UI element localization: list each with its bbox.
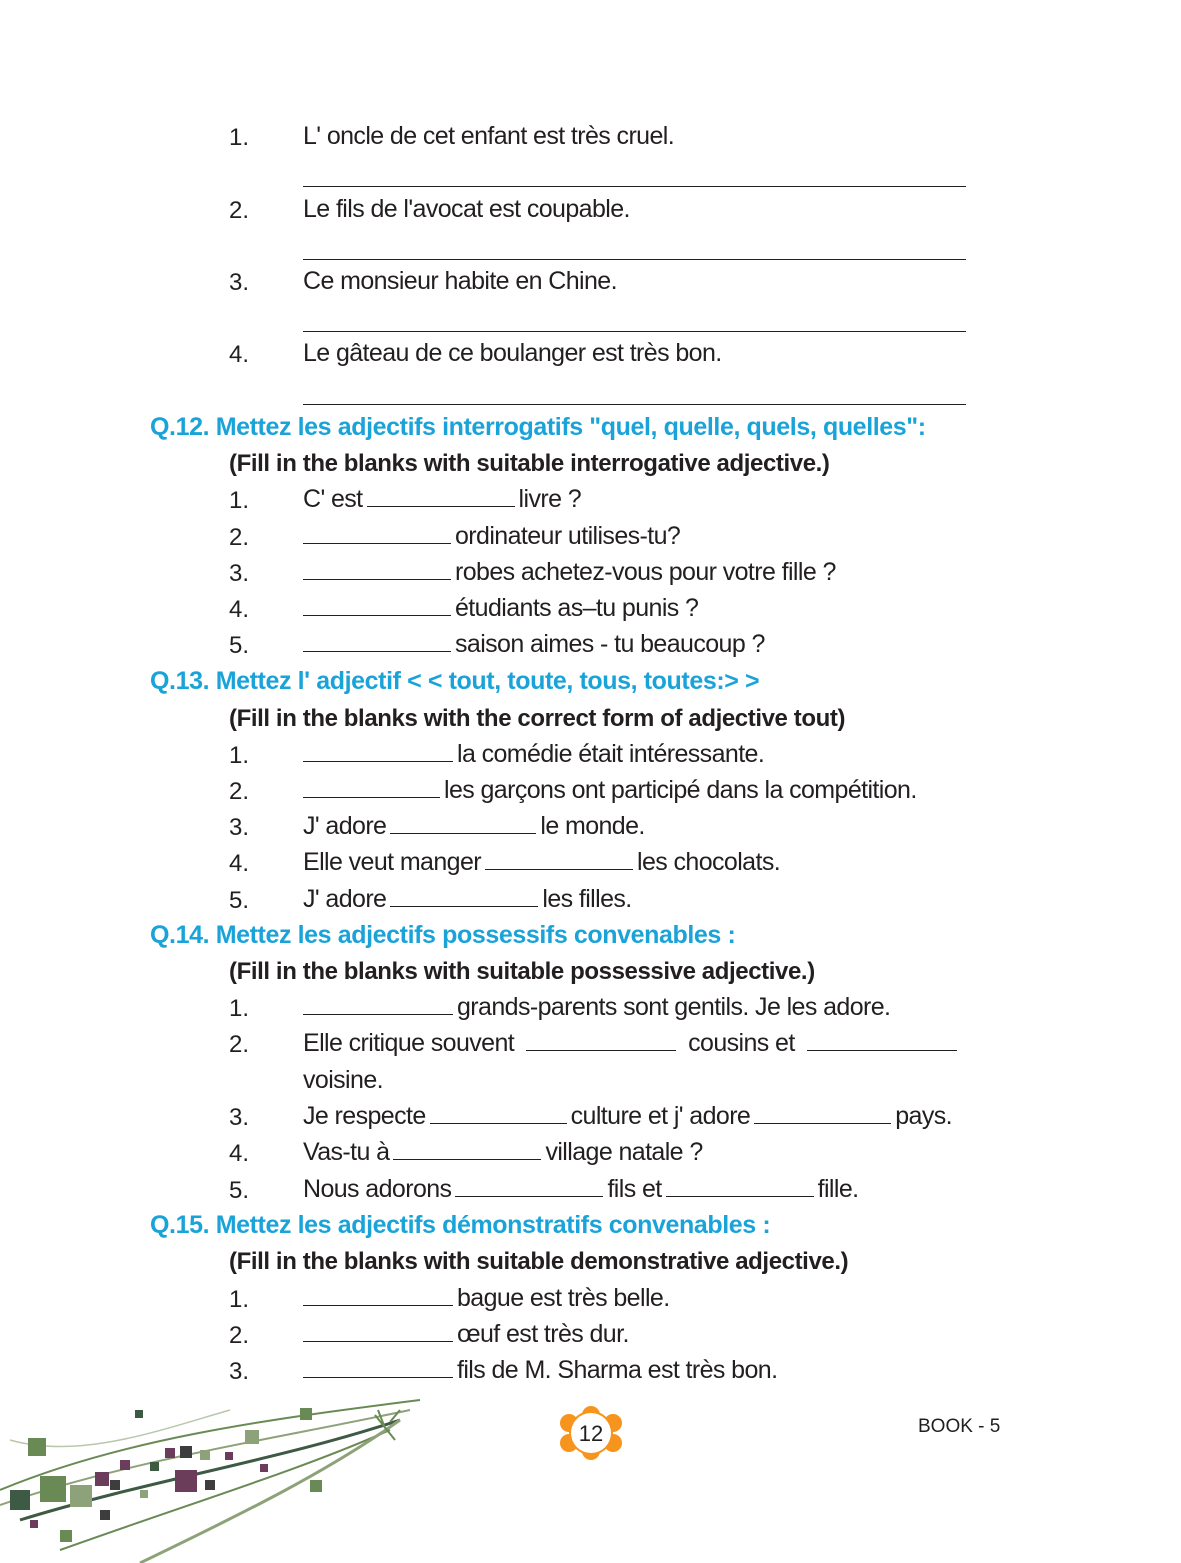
- intro-item-text: Le fils de l'avocat est coupable.: [303, 195, 630, 223]
- answer-line[interactable]: [303, 331, 966, 332]
- answer-line[interactable]: [303, 404, 966, 405]
- intro-item-text: Le gâteau de ce boulanger est très bon.: [303, 339, 722, 367]
- q14-item-number: 2.: [229, 1031, 250, 1058]
- q15-item-2: [303, 1320, 629, 1349]
- page-number-badge: [556, 1405, 626, 1461]
- item-text: C' est: [303, 485, 363, 513]
- q14-item-number: 1.: [229, 995, 250, 1022]
- q14-item-1: [303, 993, 890, 1022]
- q13-item-number: 5.: [229, 887, 250, 914]
- q12-item-number: 3.: [229, 560, 250, 587]
- item-text: village natale ?: [545, 1138, 703, 1166]
- intro-item-number: 4.: [229, 341, 250, 368]
- blank[interactable]: [303, 777, 440, 798]
- q12-item-4: [303, 594, 698, 623]
- item-text: la comédie était intéressante.: [457, 740, 765, 768]
- intro-item-number: 2.: [229, 197, 250, 224]
- item-text: bague est très belle.: [457, 1284, 670, 1312]
- item-text: saison aimes - tu beaucoup ?: [455, 630, 765, 658]
- blank[interactable]: [303, 1321, 453, 1342]
- q12-item-number: 5.: [229, 632, 250, 659]
- item-text: ordinateur utilises-tu?: [455, 522, 681, 550]
- q15-item-number: 1.: [229, 1286, 250, 1313]
- blank[interactable]: [430, 1103, 567, 1124]
- item-text: Elle veut manger: [303, 848, 481, 876]
- blank[interactable]: [367, 486, 515, 507]
- item-text: Je respecte: [303, 1102, 426, 1130]
- q12-item-number: 1.: [229, 487, 250, 514]
- q13-item-number: 1.: [229, 742, 250, 769]
- item-text: étudiants as–tu punis ?: [455, 594, 699, 622]
- q15-subtitle: (Fill in the blanks with suitable demonstrative adjective.): [229, 1248, 849, 1275]
- q14-item-4: [303, 1138, 703, 1167]
- intro-item-text: Ce monsieur habite en Chine.: [303, 267, 617, 295]
- blank[interactable]: [303, 1285, 453, 1306]
- q15-item-number: 3.: [229, 1358, 250, 1385]
- q12-item-number: 2.: [229, 524, 250, 551]
- blank[interactable]: [303, 1357, 453, 1378]
- q12-item-3: [303, 558, 836, 587]
- item-text: robes achetez-vous pour votre fille ?: [455, 558, 836, 586]
- item-text: le monde.: [540, 812, 645, 840]
- blank[interactable]: [390, 813, 536, 834]
- item-text: fils et: [607, 1175, 662, 1203]
- page-number: 12: [578, 1421, 604, 1446]
- q13-title: Q.13. Mettez l' adjectif < < tout, toute, tous, toutes:> >: [150, 667, 760, 695]
- book-label: BOOK - 5: [918, 1416, 1001, 1437]
- item-text: J' adore: [303, 885, 387, 913]
- q13-item-number: 2.: [229, 778, 250, 805]
- intro-item-number: 1.: [229, 124, 250, 151]
- blank[interactable]: [455, 1176, 603, 1197]
- q15-title: Q.15. Mettez les adjectifs démonstratifs convenables :: [150, 1211, 771, 1239]
- item-text: les garçons ont participé dans la compétition.: [444, 776, 917, 804]
- answer-line[interactable]: [303, 186, 966, 187]
- q13-item-4: [303, 848, 780, 877]
- item-text: Vas-tu à: [303, 1138, 390, 1166]
- q13-item-5: [303, 885, 632, 914]
- q14-item-3: [303, 1102, 952, 1131]
- blank[interactable]: [303, 523, 451, 544]
- blank[interactable]: [807, 1030, 957, 1051]
- q14-subtitle: (Fill in the blanks with suitable possessive adjective.): [229, 958, 815, 985]
- item-text: les chocolats.: [637, 848, 781, 876]
- q14-item-number: 4.: [229, 1140, 250, 1167]
- blank[interactable]: [303, 559, 451, 580]
- item-text: cousins et: [688, 1029, 795, 1057]
- item-text: fils de M. Sharma est très bon.: [457, 1356, 778, 1384]
- q12-subtitle: (Fill in the blanks with suitable interrogative adjective.): [229, 450, 830, 477]
- blank[interactable]: [303, 631, 451, 652]
- intro-item-number: 3.: [229, 269, 250, 296]
- q13-item-3: [303, 812, 645, 841]
- q14-item-2-continuation: voisine.: [303, 1066, 383, 1094]
- intro-item-text: L' oncle de cet enfant est très cruel.: [303, 122, 675, 150]
- item-text: Elle critique souvent: [303, 1029, 515, 1057]
- q14-item-2: [303, 1029, 961, 1058]
- item-text: livre ?: [518, 485, 582, 513]
- blank[interactable]: [526, 1030, 676, 1051]
- q15-item-number: 2.: [229, 1322, 250, 1349]
- blank[interactable]: [485, 849, 633, 870]
- item-text: fille.: [817, 1175, 859, 1203]
- q12-item-2: [303, 522, 680, 551]
- answer-line[interactable]: [303, 259, 966, 260]
- blank[interactable]: [303, 741, 453, 762]
- q13-item-2: [303, 776, 917, 805]
- q12-item-5: [303, 630, 765, 659]
- q14-item-5: [303, 1175, 858, 1204]
- item-text: les filles.: [542, 885, 632, 913]
- q12-item-number: 4.: [229, 596, 250, 623]
- q12-item-1: [303, 485, 581, 514]
- q14-title: Q.14. Mettez les adjectifs possessifs convenables :: [150, 921, 736, 949]
- q13-item-number: 3.: [229, 814, 250, 841]
- decorative-swirl-graphic: [0, 1380, 440, 1563]
- q15-item-1: [303, 1284, 670, 1313]
- item-text: culture et j' adore: [570, 1102, 751, 1130]
- blank[interactable]: [303, 994, 453, 1015]
- q13-item-1: [303, 740, 764, 769]
- item-text: J' adore: [303, 812, 387, 840]
- blank[interactable]: [303, 595, 451, 616]
- q13-subtitle: (Fill in the blanks with the correct form of adjective tout): [229, 705, 846, 732]
- blank[interactable]: [393, 1139, 541, 1160]
- item-text: œuf est très dur.: [457, 1320, 629, 1348]
- item-text: grands-parents sont gentils. Je les adore.: [457, 993, 891, 1021]
- q12-title: Q.12. Mettez les adjectifs interrogatifs "quel, quelle, quels, quelles":: [150, 413, 926, 441]
- q14-item-number: 5.: [229, 1177, 250, 1204]
- blank[interactable]: [666, 1176, 814, 1197]
- blank[interactable]: [390, 886, 538, 907]
- q13-item-number: 4.: [229, 850, 250, 877]
- q14-item-number: 3.: [229, 1104, 250, 1131]
- item-text: pays.: [895, 1102, 952, 1130]
- item-text: Nous adorons: [303, 1175, 452, 1203]
- blank[interactable]: [754, 1103, 891, 1124]
